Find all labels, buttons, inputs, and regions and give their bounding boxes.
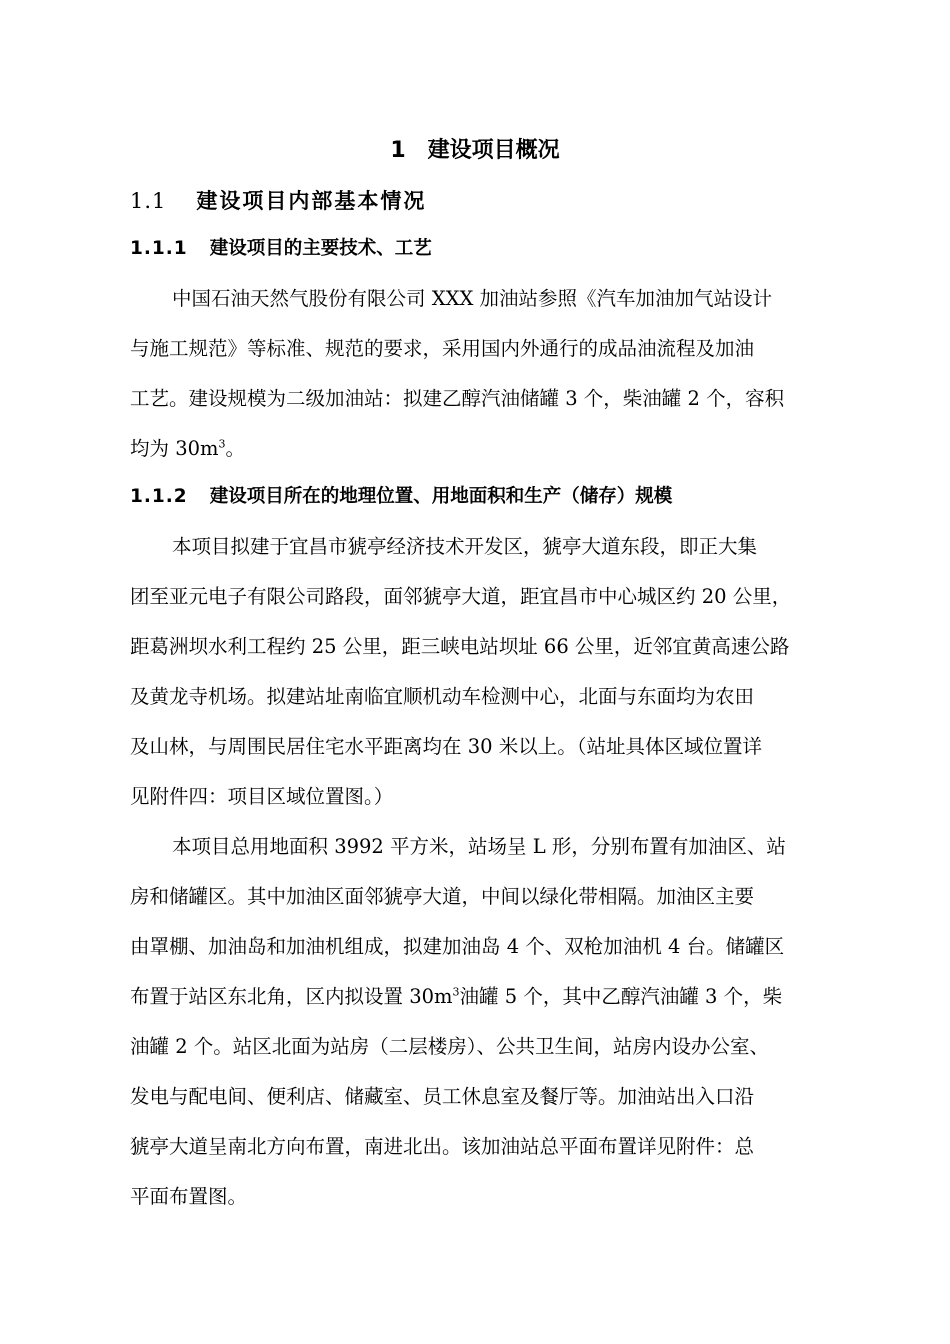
paragraph-line: 本项目总用地面积 3992 平方米，站场呈 L 形，分别布置有加油区、站 <box>172 835 786 858</box>
subsection-title: 建设项目所在的地理位置、用地面积和生产（储存）规模 <box>209 486 673 507</box>
section-number: 1.1 <box>130 189 167 213</box>
chapter-title: 建设项目概况 <box>427 138 560 163</box>
paragraph-line: 由罩棚、加油岛和加油机组成，拟建加油岛 4 个、双枪加油机 4 台。储罐区 <box>130 935 785 958</box>
text-span: 均为 30m <box>130 437 219 460</box>
paragraph-line: 中国石油天然气股份有限公司 XXX 加油站参照《汽车加油加气站设计 <box>172 287 773 310</box>
section-title: 建设项目内部基本情况 <box>196 188 427 213</box>
paragraph-line: 房和储罐区。其中加油区面邻猇亭大道，中间以绿化带相隔。加油区主要 <box>130 885 755 908</box>
subsection-number: 1.1.2 <box>130 486 188 507</box>
paragraph-line: 及山林，与周围民居住宅水平距离均在 30 米以上。（站址具体区域位置详 <box>130 735 762 758</box>
section-heading <box>130 185 426 217</box>
paragraph-line: 平面布置图。 <box>130 1185 248 1208</box>
paragraph-line: 及黄龙寺机场。拟建站址南临宜顺机动车检测中心，北面与东面均为农田 <box>130 685 755 708</box>
paragraph-line: 团至亚元电子有限公司路段，面邻猇亭大道，距宜昌市中心城区约 20 公里， <box>130 585 792 608</box>
text-span: 油罐 5 个，其中乙醇汽油罐 3 个，柴 <box>459 985 783 1008</box>
paragraph-line: 猇亭大道呈南北方向布置，南进北出。该加油站总平面布置详见附件：总 <box>130 1135 755 1158</box>
chapter-heading <box>0 134 950 168</box>
paragraph-line: 与施工规范》等标准、规范的要求，采用国内外通行的成品油流程及加油 <box>130 337 755 360</box>
paragraph-line: 工艺。建设规模为二级加油站：拟建乙醇汽油储罐 3 个，柴油罐 2 个，容积 <box>130 387 785 410</box>
paragraph-line: 见附件四：项目区域位置图。） <box>130 785 394 808</box>
paragraph-line: 本项目拟建于宜昌市猇亭经济技术开发区，猇亭大道东段，即正大集 <box>172 535 758 558</box>
superscript: 3 <box>218 437 226 451</box>
paragraph-line: 发电与配电间、便利店、储藏室、员工休息室及餐厅等。加油站出入口沿 <box>130 1085 755 1108</box>
text-span: 布置于站区东北角，区内拟设置 30m <box>130 985 453 1008</box>
subsection-heading-location <box>130 482 672 512</box>
superscript: 3 <box>452 985 460 999</box>
subsection-number: 1.1.1 <box>130 238 188 259</box>
paragraph-line: 距葛洲坝水利工程约 25 公里，距三峡电站坝址 66 公里，近邻宜黄高速公路 <box>130 635 790 658</box>
paragraph-line <box>130 434 245 464</box>
paragraph-line <box>130 982 782 1012</box>
subsection-heading-technology <box>130 234 432 264</box>
paragraph-line: 油罐 2 个。站区北面为站房（二层楼房）、公共卫生间，站房内设办公室、 <box>130 1035 770 1058</box>
chapter-number: 1 <box>390 138 406 163</box>
text-span: 。 <box>225 437 246 460</box>
subsection-title: 建设项目的主要技术、工艺 <box>209 238 432 259</box>
